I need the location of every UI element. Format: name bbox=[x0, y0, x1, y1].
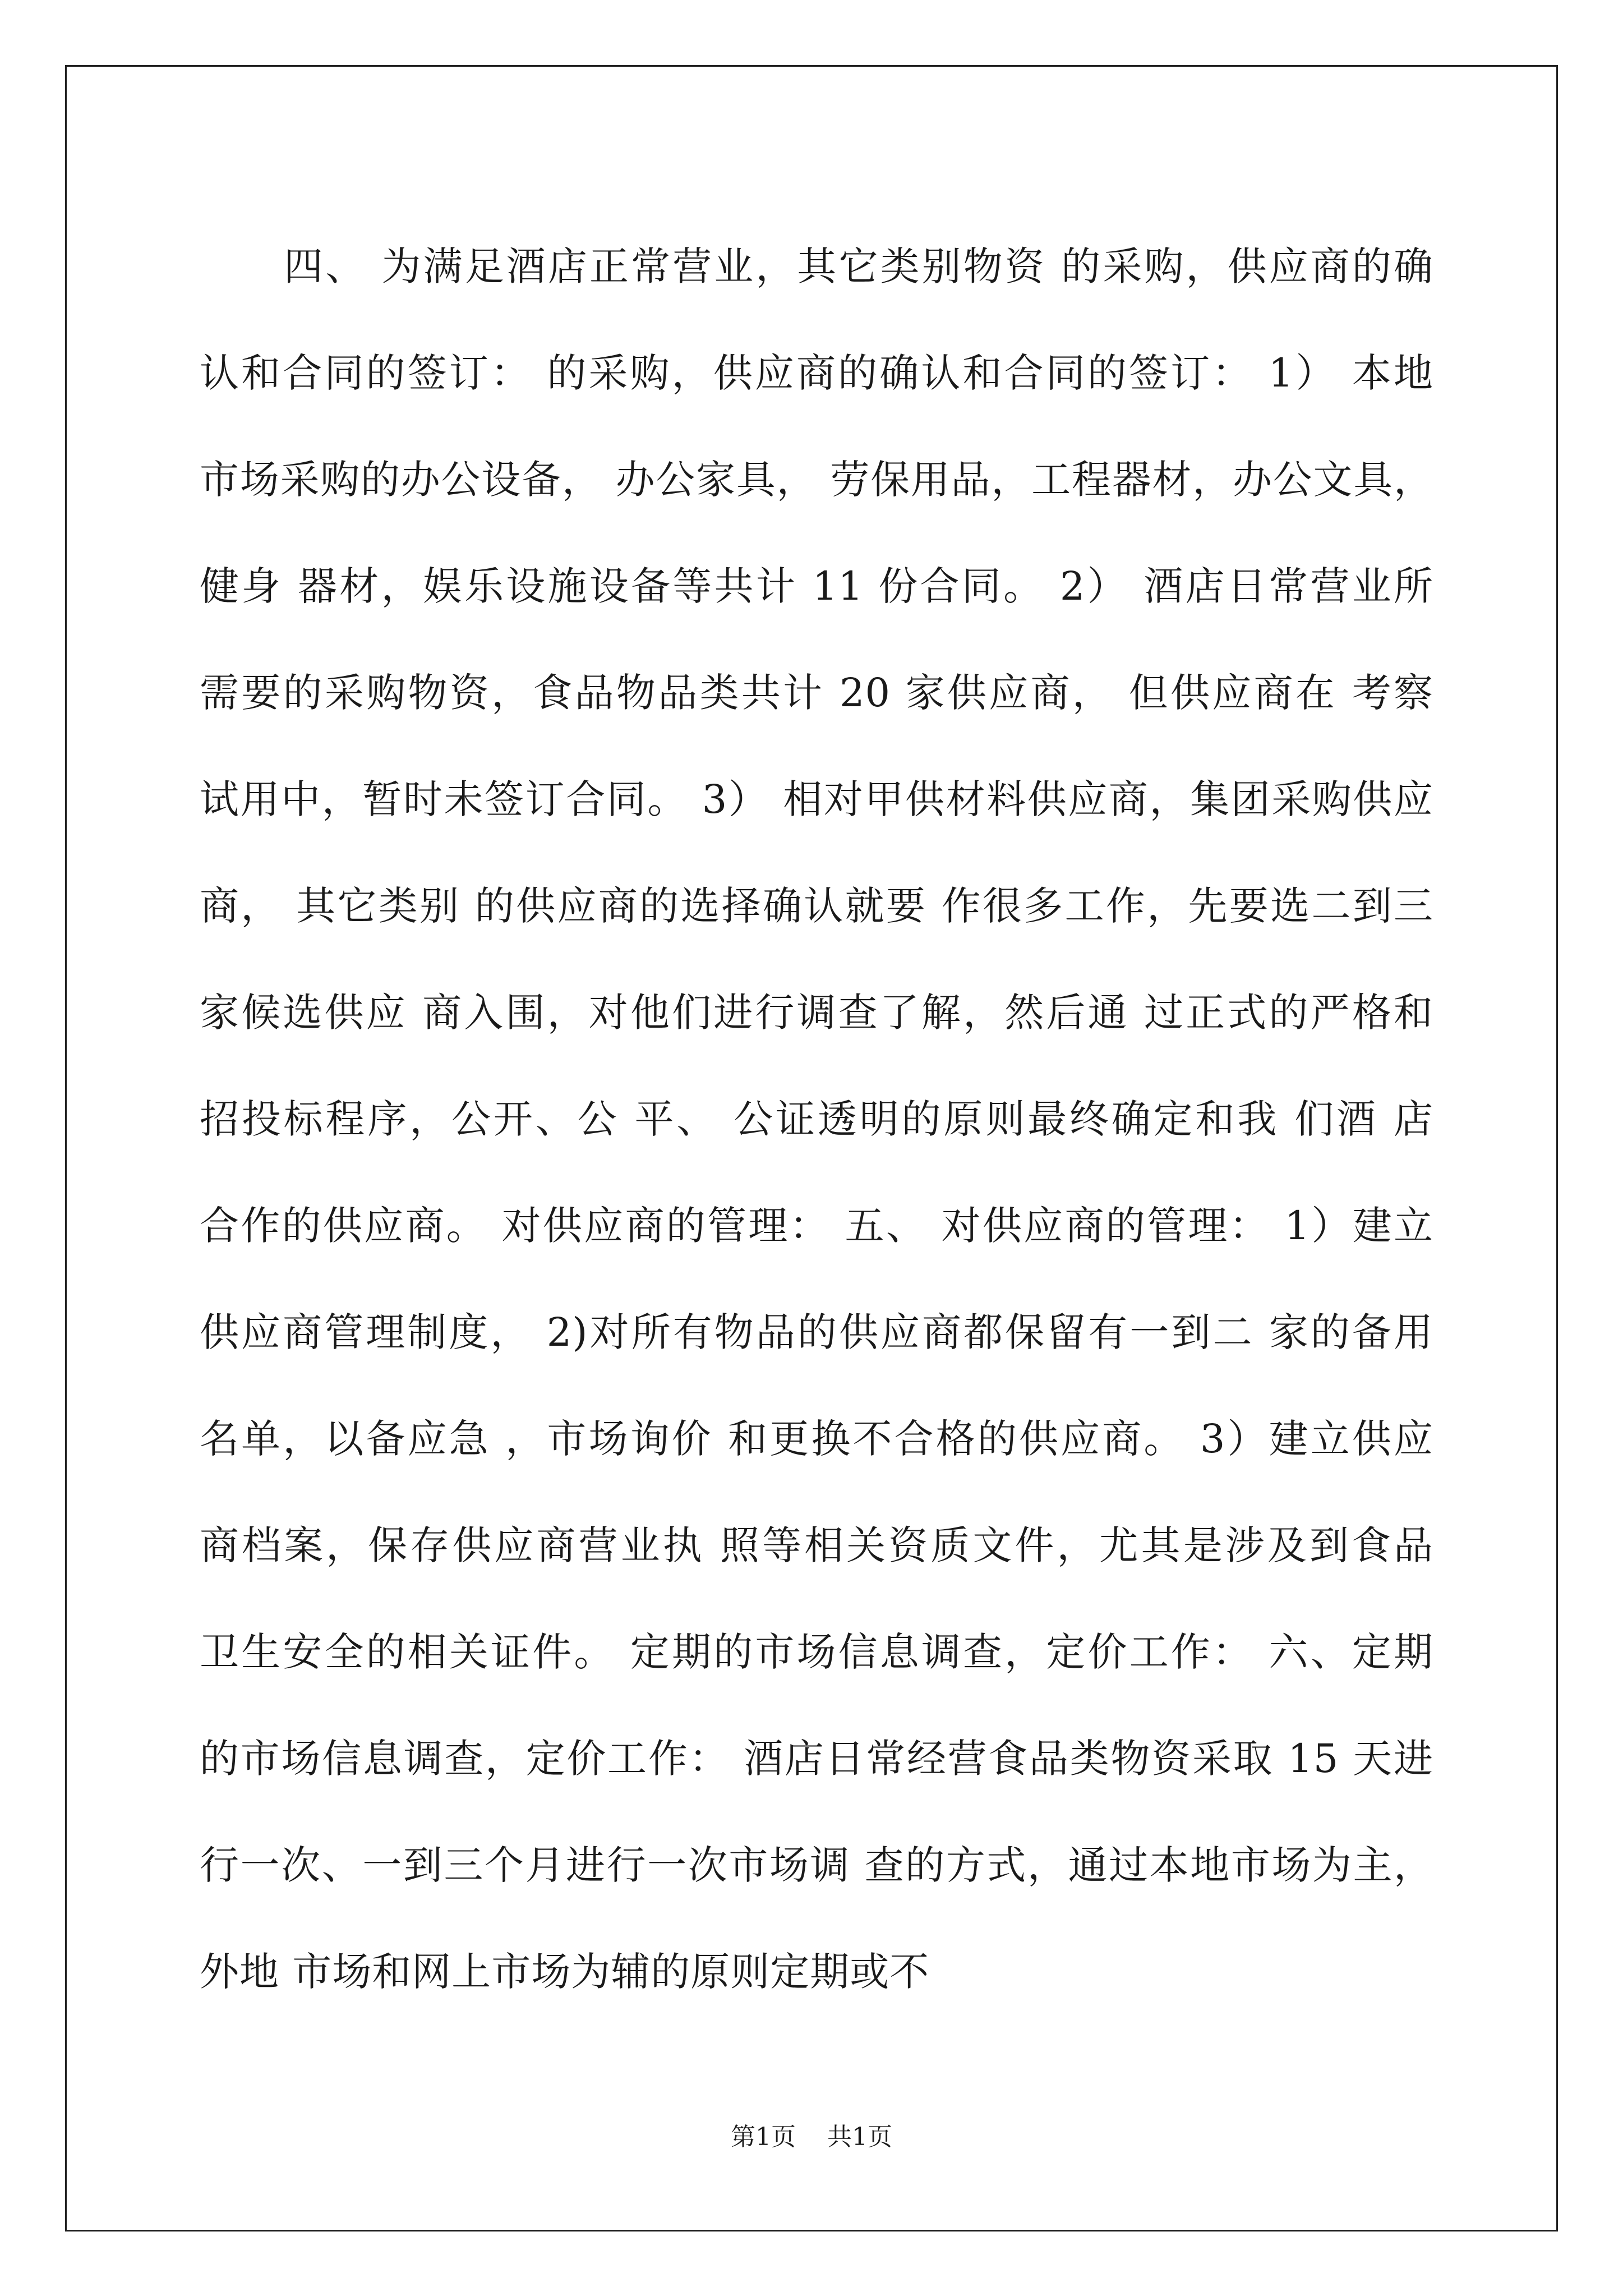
text-line: 商档案，保存供应商营业执 照等相关资质文件，尤其是涉及到食品 bbox=[200, 1522, 1433, 1568]
text-line: 合作的供应商。 对供应商的管理： 五、 对供应商的管理： 1）建立 bbox=[200, 1203, 1433, 1249]
text-line: 外地 市场和网上市场为辅的原则定期或不 bbox=[200, 1949, 930, 1995]
text-line: 认和合同的签订： 的采购，供应商的确认和合同的签订： 1） 本地 bbox=[200, 350, 1433, 396]
text-line: 健身 器材，娱乐设施设备等共计 11 份合同。 2） 酒店日常营业所 bbox=[200, 563, 1433, 609]
page-number: 第1页 bbox=[731, 2123, 796, 2151]
text-line: 行一次、一到三个月进行一次市场调 查的方式，通过本地市场为主， bbox=[200, 1842, 1433, 1888]
text-line: 四、 为满足酒店正常营业，其它类别物资 的采购，供应商的确 bbox=[284, 243, 1433, 289]
text-line: 的市场信息调查，定价工作： 酒店日常经营食品类物资采取 15 天进 bbox=[200, 1736, 1433, 1782]
text-line: 卫生安全的相关证件。 定期的市场信息调查，定价工作： 六、定期 bbox=[200, 1629, 1434, 1675]
text-line: 商， 其它类别 的供应商的选择确认就要 作很多工作，先要选二到三 bbox=[200, 883, 1433, 929]
page-total: 共1页 bbox=[827, 2123, 892, 2151]
text-line: 供应商管理制度， 2)对所有物品的供应商都保留有一到二 家的备用 bbox=[200, 1309, 1433, 1355]
text-line: 需要的采购物资，食品物品类共计 20 家供应商， 但供应商在 考察 bbox=[200, 670, 1433, 716]
document-body bbox=[200, 213, 1433, 2025]
text-line: 名单，以备应急 ，市场询价 和更换不合格的供应商。 3）建立供应 bbox=[200, 1416, 1433, 1462]
text-line: 试用中，暂时未签订合同。 3） 相对甲供材料供应商，集团采购供应 bbox=[200, 776, 1433, 822]
text-line: 家候选供应 商入围，对他们进行调查了解，然后通 过正式的严格和 bbox=[200, 990, 1433, 1036]
text-line: 市场采购的办公设备， 办公家具， 劳保用品，工程器材，办公文具， bbox=[200, 457, 1433, 503]
page-footer bbox=[0, 2120, 1623, 2154]
text-line: 招投标程序，公开、公 平、 公证透明的原则最终确定和我 们酒 店 bbox=[200, 1096, 1433, 1142]
